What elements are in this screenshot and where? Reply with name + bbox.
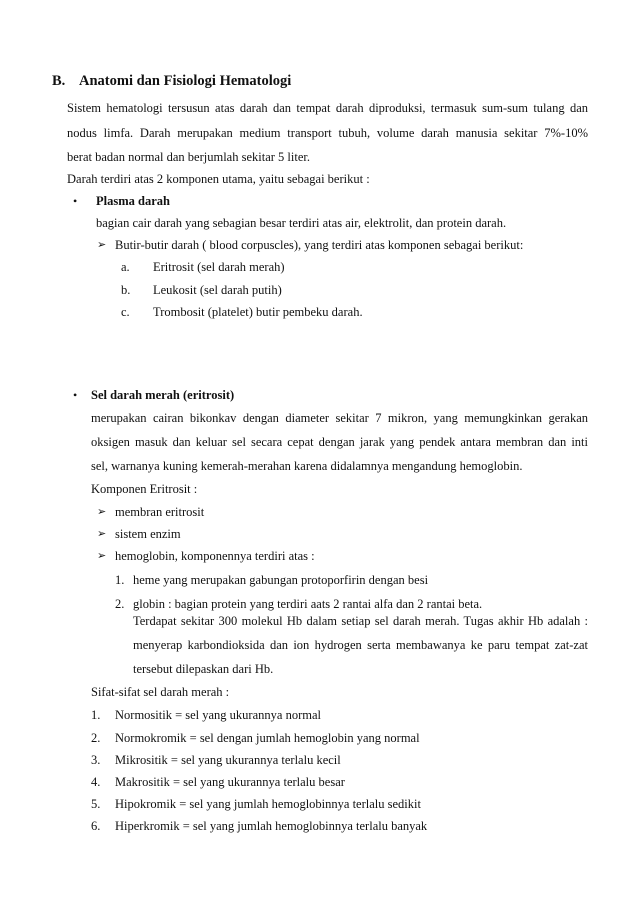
eritrosit-desc-line-1: merupakan cairan bikonkav dengan diameter sekitar 7 mikron, yang memungkinkan gerakan: [91, 411, 588, 425]
sifat-item-marker: 3.: [91, 753, 101, 767]
plasma-item-text: Leukosit (sel darah putih): [153, 283, 282, 297]
sifat-item-marker: 6.: [91, 819, 101, 833]
intro-line-1: Sistem hematologi tersusun atas darah dan tempat darah diproduksi, termasuk sum-sum tulang dan: [67, 101, 588, 115]
sifat-item-marker: 2.: [91, 731, 101, 745]
plasma-item-marker: b.: [121, 283, 131, 297]
intro-line-2: nodus limfa. Darah merupakan medium transport tubuh, volume darah manusia sekitar 7%-10%: [67, 126, 588, 140]
eritrosit-title: Sel darah merah (eritrosit): [91, 388, 235, 402]
arrow-bullet-icon: ➢: [97, 239, 107, 251]
plasma-item-text: Trombosit (platelet) butir pembeku darah.: [153, 305, 363, 319]
eritrosit-desc-line-3: sel, warnanya kuning kemerah-merahan karena didalamnya mengandung hemoglobin.: [91, 459, 523, 473]
sifat-label: Sifat-sifat sel darah merah :: [91, 685, 230, 699]
bullet-icon: •: [73, 388, 78, 402]
intro-line-4: Darah terdiri atas 2 komponen utama, yaitu sebagai berikut :: [67, 172, 370, 186]
section-title: Anatomi dan Fisiologi Hematologi: [79, 73, 292, 89]
hb-item-text: heme yang merupakan gabungan protoporfirin dengan besi: [133, 573, 429, 587]
hb-para-line-2: menyerap karbondioksida dan ion hydrogen serta membawanya ke paru tempat zat-zat: [133, 638, 588, 652]
plasma-item-marker: a.: [121, 260, 130, 274]
arrow-bullet-icon: ➢: [97, 528, 107, 540]
sifat-item-marker: 4.: [91, 775, 101, 789]
plasma-item-text: Eritrosit (sel darah merah): [153, 260, 285, 274]
plasma-desc: bagian cair darah yang sebagian besar terdiri atas air, elektrolit, dan protein darah.: [96, 216, 507, 230]
eritrosit-desc-line-2: oksigen masuk dan keluar sel secara cepat dengan jarak yang pendek antara membran dan inti: [91, 435, 588, 449]
section-letter: B.: [52, 73, 66, 89]
komponen-item: hemoglobin, komponennya terdiri atas :: [115, 549, 315, 563]
sifat-item-text: Normokromik = sel dengan jumlah hemoglobin yang normal: [115, 731, 420, 745]
hb-item-marker: 1.: [115, 573, 125, 587]
komponen-label: Komponen Eritrosit :: [91, 482, 198, 496]
hb-item-text: globin : bagian protein yang terdiri aats 2 rantai alfa dan 2 rantai beta.: [133, 597, 483, 611]
sifat-item-marker: 1.: [91, 708, 101, 722]
arrow-bullet-icon: ➢: [97, 506, 107, 518]
hb-item-marker: 2.: [115, 597, 125, 611]
sifat-item-text: Hipokromik = sel yang jumlah hemoglobinnya terlalu sedikit: [115, 797, 421, 811]
sifat-item-marker: 5.: [91, 797, 101, 811]
arrow-bullet-icon: ➢: [97, 550, 107, 562]
sifat-item-text: Makrositik = sel yang ukurannya terlalu besar: [115, 775, 345, 789]
komponen-item: sistem enzim: [115, 527, 181, 541]
bullet-icon: •: [73, 194, 78, 208]
plasma-title: Plasma darah: [96, 194, 170, 208]
sifat-item-text: Hiperkromik = sel yang jumlah hemoglobinnya terlalu banyak: [115, 819, 428, 833]
sifat-item-text: Normositik = sel yang ukurannya normal: [115, 708, 321, 722]
sifat-item-text: Mikrositik = sel yang ukurannya terlalu kecil: [115, 753, 341, 767]
hb-para-line-3: tersebut dilepaskan dari Hb.: [133, 662, 274, 676]
intro-line-3: berat badan normal dan berjumlah sekitar 5 liter.: [67, 150, 310, 164]
komponen-item: membran eritrosit: [115, 505, 205, 519]
plasma-item-marker: c.: [121, 305, 130, 319]
plasma-sub: Butir-butir darah ( blood corpuscles), yang terdiri atas komponen sebagai berikut:: [115, 238, 524, 252]
hb-para-line-1: Terdapat sekitar 300 molekul Hb dalam setiap sel darah merah. Tugas akhir Hb adalah :: [133, 614, 588, 628]
